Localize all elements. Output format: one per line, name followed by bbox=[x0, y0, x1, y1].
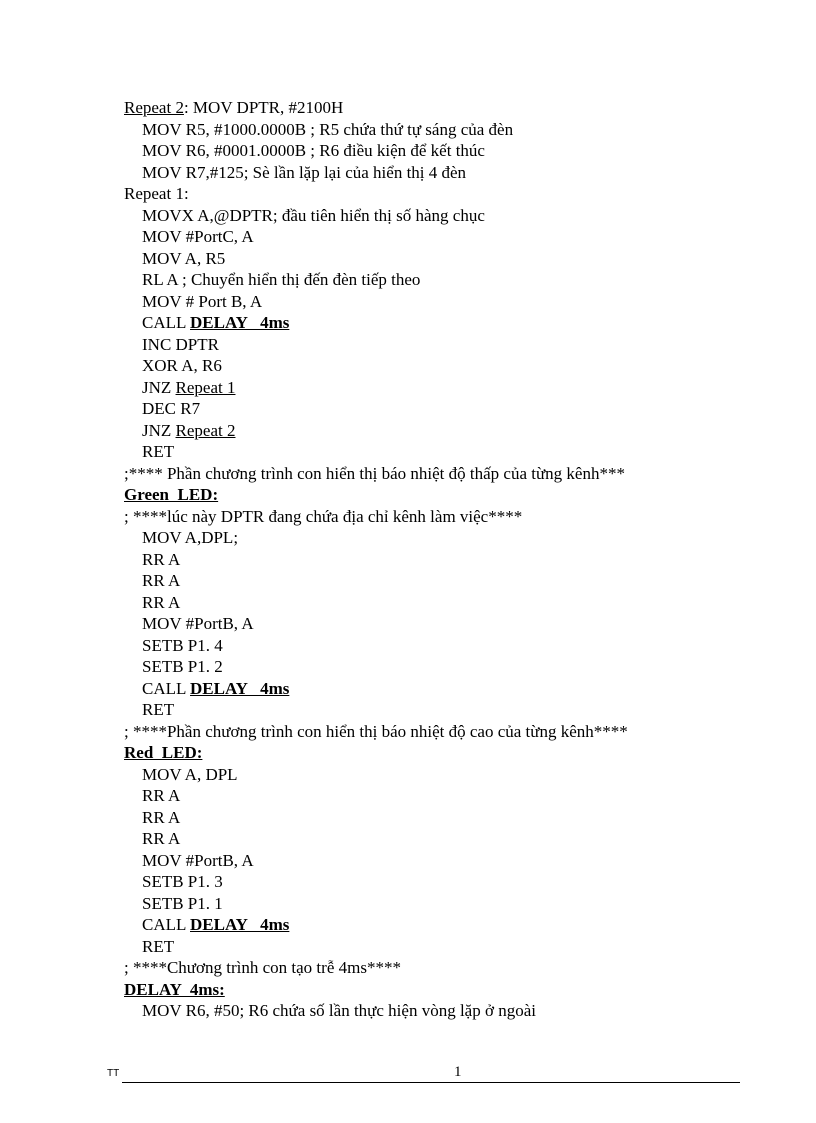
code-line bbox=[124, 807, 764, 829]
footer-author-initials: TT bbox=[107, 1068, 120, 1079]
code-line bbox=[124, 764, 764, 786]
code-text: : MOV DPTR, #2100H bbox=[183, 98, 344, 117]
code-text: MOV A, DPL bbox=[142, 764, 238, 784]
label-text: Repeat 2 bbox=[124, 98, 184, 117]
code-line bbox=[124, 527, 764, 549]
code-line bbox=[124, 398, 764, 420]
code-text: CALL bbox=[142, 678, 191, 698]
code-line bbox=[124, 355, 764, 377]
code-text: JNZ bbox=[142, 420, 176, 440]
code-text: RR A bbox=[142, 807, 181, 827]
code-line bbox=[124, 893, 764, 915]
code-line bbox=[124, 570, 764, 592]
label-text: Red LED: bbox=[124, 743, 203, 762]
code-listing bbox=[124, 97, 764, 1022]
code-line bbox=[124, 97, 764, 119]
code-line bbox=[124, 441, 764, 463]
code-line bbox=[124, 871, 764, 893]
code-text: Repeat 1: bbox=[124, 184, 189, 203]
code-line bbox=[124, 463, 764, 485]
code-line bbox=[124, 119, 764, 141]
code-line bbox=[124, 979, 764, 1001]
code-text: MOV R7,#125; Sè lần lặp lại của hiển thị 4 đèn bbox=[142, 162, 467, 182]
code-text: INC DPTR bbox=[142, 334, 219, 354]
code-text: RET bbox=[142, 936, 175, 956]
page-footer bbox=[107, 1064, 747, 1086]
code-text: MOV #PortC, A bbox=[142, 227, 254, 246]
code-line bbox=[124, 785, 764, 807]
code-line bbox=[124, 828, 764, 850]
code-line bbox=[124, 291, 764, 313]
code-line bbox=[124, 420, 764, 442]
code-line bbox=[124, 269, 764, 291]
code-line bbox=[124, 656, 764, 678]
code-line bbox=[124, 592, 764, 614]
code-text: SETB P1. 3 bbox=[142, 872, 223, 891]
code-line bbox=[124, 140, 764, 162]
code-text: MOV R6, #50; R6 chứa số lần thực hiện vòng lặp ở ngoài bbox=[142, 1001, 536, 1020]
code-text: MOV R6, #0001.0000B ; R6 điều kiện để kết thúc bbox=[142, 141, 485, 160]
code-text: MOV # Port B, A bbox=[142, 291, 263, 311]
code-text: ; ****Phần chương trình con hiển thị báo nhiệt độ cao của từng kênh**** bbox=[124, 721, 628, 741]
code-text: MOV #PortB, A bbox=[142, 614, 254, 633]
code-text: RR A bbox=[142, 571, 181, 590]
code-line bbox=[124, 1000, 764, 1022]
label-text: DELAY 4ms bbox=[190, 915, 290, 934]
code-line bbox=[124, 957, 764, 979]
code-line bbox=[124, 205, 764, 227]
code-text: RL A ; Chuyển hiển thị đến đèn tiếp theo bbox=[142, 270, 421, 289]
label-text: DELAY 4ms bbox=[190, 678, 290, 698]
code-text: CALL bbox=[142, 313, 191, 332]
label-text: Green LED: bbox=[124, 485, 219, 504]
code-line bbox=[124, 936, 764, 958]
code-text: CALL bbox=[142, 915, 191, 934]
code-line bbox=[124, 183, 764, 205]
code-line bbox=[124, 549, 764, 571]
code-text: RR A bbox=[142, 592, 181, 612]
code-line bbox=[124, 613, 764, 635]
code-text: MOV A, R5 bbox=[142, 248, 226, 268]
code-text: DEC R7 bbox=[142, 399, 201, 418]
code-line bbox=[124, 635, 764, 657]
code-text: SETB P1. 1 bbox=[142, 893, 223, 913]
code-line bbox=[124, 721, 764, 743]
code-text: ; ****Chương trình con tạo trễ 4ms**** bbox=[124, 958, 401, 977]
code-text: MOV A,DPL; bbox=[142, 528, 239, 547]
code-text: ;**** Phần chương trình con hiển thị báo nhiệt độ thấp của từng kênh*** bbox=[124, 463, 625, 483]
code-text: SETB P1. 4 bbox=[142, 635, 223, 655]
label-text: Repeat 2 bbox=[175, 420, 236, 440]
page-number: 1 bbox=[454, 1064, 462, 1080]
code-text: RR A bbox=[142, 549, 181, 569]
code-text: RET bbox=[142, 700, 175, 719]
label-text: Repeat 1 bbox=[175, 377, 236, 397]
code-text: MOVX A,@DPTR; đầu tiên hiển thị số hàng chục bbox=[142, 205, 485, 225]
label-text: DELAY 4ms bbox=[190, 313, 290, 332]
code-text: RET bbox=[142, 442, 175, 461]
code-text: SETB P1. 2 bbox=[142, 657, 223, 676]
code-text: ; ****lúc này DPTR đang chứa địa chỉ kênh làm việc**** bbox=[124, 506, 523, 526]
code-line bbox=[124, 914, 764, 936]
code-text: MOV #PortB, A bbox=[142, 850, 254, 870]
code-line bbox=[124, 699, 764, 721]
code-text: RR A bbox=[142, 829, 181, 848]
code-text: RR A bbox=[142, 786, 181, 805]
code-text: MOV R5, #1000.0000B ; R5 chứa thứ tự sáng của đèn bbox=[142, 119, 514, 139]
code-line bbox=[124, 678, 764, 700]
code-line bbox=[124, 377, 764, 399]
footer-divider bbox=[122, 1082, 740, 1083]
label-text: DELAY 4ms: bbox=[124, 979, 225, 999]
code-line bbox=[124, 226, 764, 248]
code-line bbox=[124, 850, 764, 872]
code-text: XOR A, R6 bbox=[142, 356, 222, 375]
code-line bbox=[124, 248, 764, 270]
code-line bbox=[124, 312, 764, 334]
code-line bbox=[124, 162, 764, 184]
code-line bbox=[124, 506, 764, 528]
code-text: JNZ bbox=[142, 377, 176, 397]
code-line bbox=[124, 742, 764, 764]
code-line bbox=[124, 334, 764, 356]
code-line bbox=[124, 484, 764, 506]
